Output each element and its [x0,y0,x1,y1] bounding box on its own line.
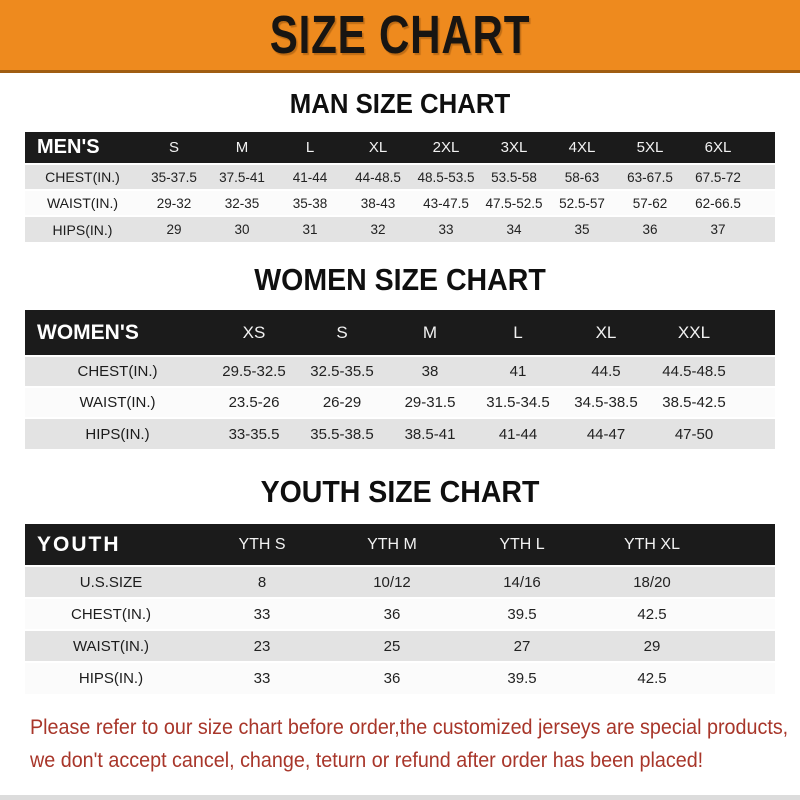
value-cell: 14/16 [503,573,541,591]
size-column-header: 3XL [500,139,528,156]
value-cell: 32-35 [224,195,260,211]
value-cell: 41 [509,363,527,380]
page-title: SIZE CHART [269,5,531,65]
size-column-header: 6XL [704,139,732,156]
value-cell: 31 [302,222,318,237]
value-cell: 42.5 [637,605,667,623]
size-column-header: YTH M [367,535,417,553]
table-header-row [25,524,775,566]
size-column-header: S [336,322,348,342]
section-heading: YOUTH SIZE CHART [260,474,540,509]
disclaimer-line2: we don't accept cancel, change, teturn or refund after order has been placed! [30,749,704,772]
size-column-header: YTH L [499,535,545,553]
value-cell: 33 [253,670,271,687]
value-cell: 44-47 [586,425,626,443]
value-cell: 32.5-35.5 [310,363,374,380]
row-spacer [738,418,775,449]
size-column-header: S [168,139,179,156]
row-spacer [752,164,775,190]
value-cell: 42.5 [637,670,667,687]
sections-container [0,88,800,694]
size-column-header: XXL [677,322,711,342]
value-cell: 35-37.5 [151,169,197,185]
value-cell: 35.5-38.5 [310,425,374,443]
row-spacer [717,598,775,630]
value-cell: 29 [643,637,661,655]
value-cell: 48.5-53.5 [417,169,475,185]
size-column-header: M [422,322,438,342]
value-cell: 44.5 [591,363,621,380]
value-cell: 38-43 [360,195,396,211]
row-label: HIPS(IN.) [85,425,150,443]
value-cell: 10/12 [373,573,411,591]
value-cell: 31.5-34.5 [486,394,550,411]
row-spacer [752,216,775,242]
value-cell: 29 [166,222,182,237]
value-cell: 43-47.5 [423,195,469,211]
disclaimer-line1: Please refer to our size chart before order,the customized jerseys are special products, [30,716,789,739]
table-row [25,566,775,598]
table-row [25,630,775,662]
header-spacer [717,524,775,566]
row-label: CHEST(IN.) [77,363,158,380]
banner [0,0,800,73]
value-cell: 18/20 [633,573,671,591]
value-cell: 37.5-41 [219,169,265,185]
value-cell: 25 [383,637,401,655]
value-cell: 29.5-32.5 [222,363,286,380]
size-column-header: M [235,139,249,156]
value-cell: 38.5-42.5 [662,394,726,411]
value-cell: 8 [257,573,267,591]
size-column-header: YTH S [238,535,286,553]
value-cell: 38 [421,363,439,380]
row-spacer [717,630,775,662]
row-spacer [738,387,775,418]
row-label: CHEST(IN.) [45,169,120,185]
value-cell: 62-66.5 [695,195,741,211]
value-cell: 23.5-26 [228,394,280,411]
header-spacer [752,132,775,164]
size-column-header: 4XL [568,139,596,156]
value-cell: 41-44 [292,169,328,185]
table-row [25,418,775,449]
value-cell: 63-67.5 [627,169,673,185]
size-table [25,524,775,694]
value-cell: 32 [370,222,386,237]
value-cell: 52.5-57 [559,195,605,211]
value-cell: 36 [642,222,658,237]
value-cell: 29-31.5 [404,394,456,411]
table-row [25,164,775,190]
value-cell: 33-35.5 [228,425,280,443]
value-cell: 33 [253,605,271,623]
table-corner-label: YOUTH [37,532,121,556]
value-cell: 38.5-41 [404,425,456,443]
size-table [25,310,775,449]
value-cell: 67.5-72 [695,169,741,185]
value-cell: 35 [574,222,590,237]
value-cell: 39.5 [507,605,537,623]
size-chart-section [0,474,800,694]
row-label: HIPS(IN.) [78,670,144,687]
size-column-header: YTH XL [623,535,680,553]
value-cell: 57-62 [632,195,668,211]
section-heading: MAN SIZE CHART [289,88,511,119]
value-cell: 30 [234,222,250,237]
row-label: HIPS(IN.) [52,221,113,238]
size-column-header: XL [595,322,617,342]
image-bottom-edge [0,795,800,800]
value-cell: 26-29 [322,394,362,411]
value-cell: 47.5-52.5 [485,195,543,211]
table-header-row [25,310,775,356]
row-spacer [738,356,775,387]
table-row [25,598,775,630]
value-cell: 47-50 [674,425,714,443]
value-cell: 44.5-48.5 [662,363,726,380]
table-corner-label: MEN'S [37,136,100,158]
table-corner-label: WOMEN'S [37,320,139,344]
table-row [25,387,775,418]
row-label: U.S.SIZE [79,573,143,591]
value-cell: 27 [513,637,531,655]
disclaimer [30,711,800,777]
size-column-header: L [305,139,315,156]
row-spacer [752,190,775,216]
table-row [25,190,775,216]
section-heading: WOMEN SIZE CHART [254,262,546,297]
table-header-row [25,132,775,164]
size-column-header: XL [368,139,388,156]
row-label: WAIST(IN.) [79,394,156,411]
size-column-header: L [513,322,523,342]
size-table [25,132,775,242]
value-cell: 34.5-38.5 [574,394,638,411]
value-cell: 44-48.5 [355,169,401,185]
value-cell: 53.5-58 [491,169,537,185]
value-cell: 34 [506,222,522,237]
value-cell: 29-32 [156,195,192,211]
value-cell: 58-63 [564,169,600,185]
value-cell: 39.5 [507,670,537,687]
header-spacer [738,310,775,356]
size-column-header: 2XL [432,139,460,156]
table-row [25,662,775,694]
size-chart-section [0,88,800,242]
row-label: WAIST(IN.) [72,637,150,655]
row-spacer [717,662,775,694]
row-label: WAIST(IN.) [46,195,119,211]
size-chart-section [0,262,800,449]
table-row [25,356,775,387]
size-column-header: 5XL [636,139,664,156]
value-cell: 36 [383,605,401,623]
value-cell: 33 [438,222,454,237]
value-cell: 41-44 [498,425,538,443]
size-column-header: XS [242,322,266,342]
value-cell: 35-38 [292,195,328,211]
value-cell: 36 [383,670,401,687]
value-cell: 37 [710,222,726,237]
value-cell: 23 [253,637,271,655]
table-row [25,216,775,242]
row-spacer [717,566,775,598]
row-label: CHEST(IN.) [71,605,151,623]
